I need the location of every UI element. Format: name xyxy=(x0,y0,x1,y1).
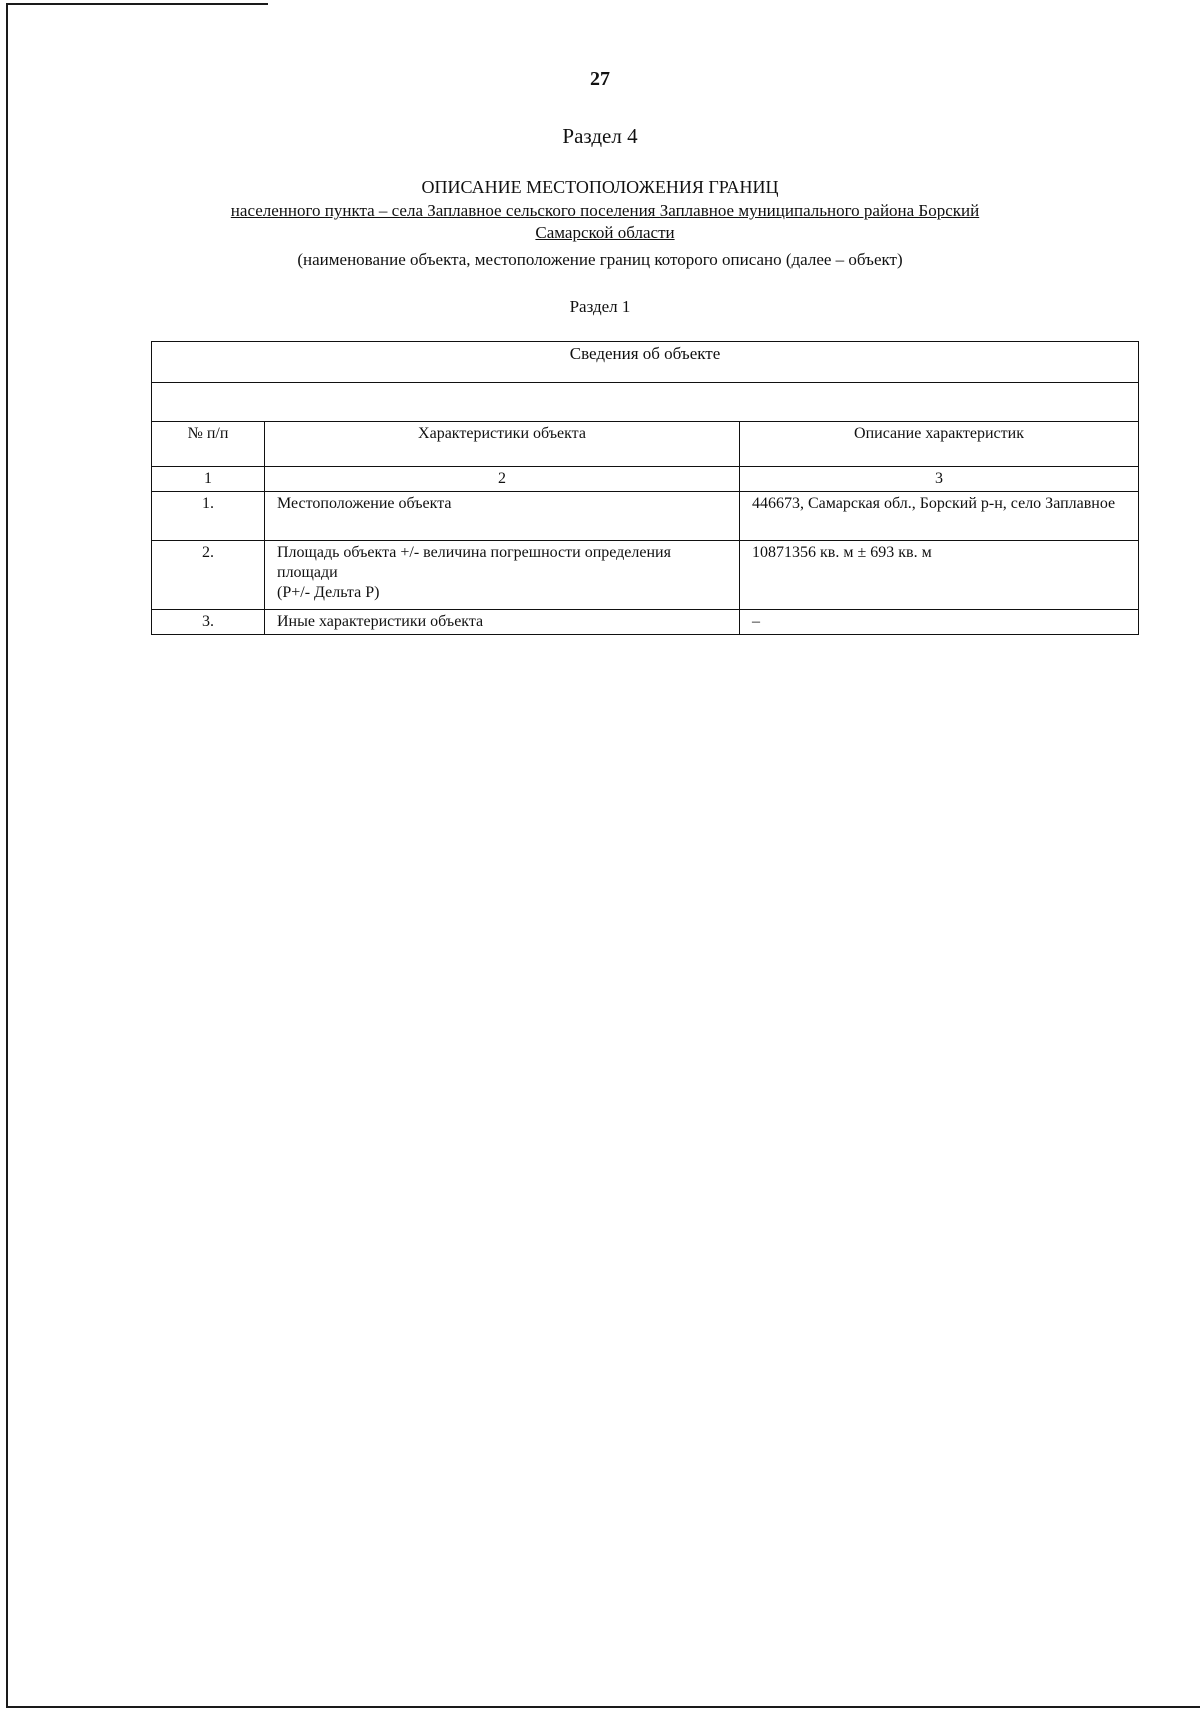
table-row xyxy=(152,610,1139,635)
document-title: ОПИСАНИЕ МЕСТОПОЛОЖЕНИЯ ГРАНИЦ xyxy=(421,177,779,197)
table-blank-cell xyxy=(152,383,1139,422)
column-number-3: 3 xyxy=(740,467,1139,492)
table-title: Сведения об объекте xyxy=(152,342,1139,383)
row-characteristic-line-2: (Р+/- Дельта Р) xyxy=(277,584,380,601)
page-number: 27 xyxy=(590,68,610,90)
scan-border-bottom xyxy=(6,1706,1200,1708)
document-subject-line-1: населенного пункта – села Заплавное сельского поселения Заплавное муниципального района Борский xyxy=(230,201,980,220)
table-row xyxy=(152,492,1139,541)
row-description: – xyxy=(740,610,1139,635)
row-characteristic: Местоположение объекта xyxy=(265,492,740,541)
row-num: 3. xyxy=(152,610,265,635)
header-num: № п/п xyxy=(152,422,265,467)
row-description: 10871356 кв. м ± 693 кв. м xyxy=(740,541,1139,610)
row-characteristic-line-1: Площадь объекта +/- величина погрешности определения площади xyxy=(277,544,671,581)
document-subject-line-2: Самарской области xyxy=(535,223,675,242)
document-subject xyxy=(150,200,1060,244)
table-header-row xyxy=(152,422,1139,467)
table-column-numbers-row xyxy=(152,467,1139,492)
row-num: 1. xyxy=(152,492,265,541)
table-title-row xyxy=(152,342,1139,383)
subsection-title: Раздел 1 xyxy=(569,297,631,316)
column-number-2: 2 xyxy=(265,467,740,492)
object-info-table xyxy=(151,341,1139,635)
header-characteristics: Характеристики объекта xyxy=(265,422,740,467)
header-description: Описание характеристик xyxy=(740,422,1139,467)
row-characteristic: Иные характеристики объекта xyxy=(265,610,740,635)
row-characteristic xyxy=(265,541,740,610)
document-caption: (наименование объекта, местоположение границ которого описано (далее – объект) xyxy=(297,250,903,269)
section-title: Раздел 4 xyxy=(562,124,638,148)
column-number-1: 1 xyxy=(152,467,265,492)
table-row xyxy=(152,541,1139,610)
scan-border-top xyxy=(6,3,268,5)
row-num: 2. xyxy=(152,541,265,610)
table-blank-row xyxy=(152,383,1139,422)
row-description: 446673, Самарская обл., Борский р-н, село Заплавное xyxy=(740,492,1139,541)
